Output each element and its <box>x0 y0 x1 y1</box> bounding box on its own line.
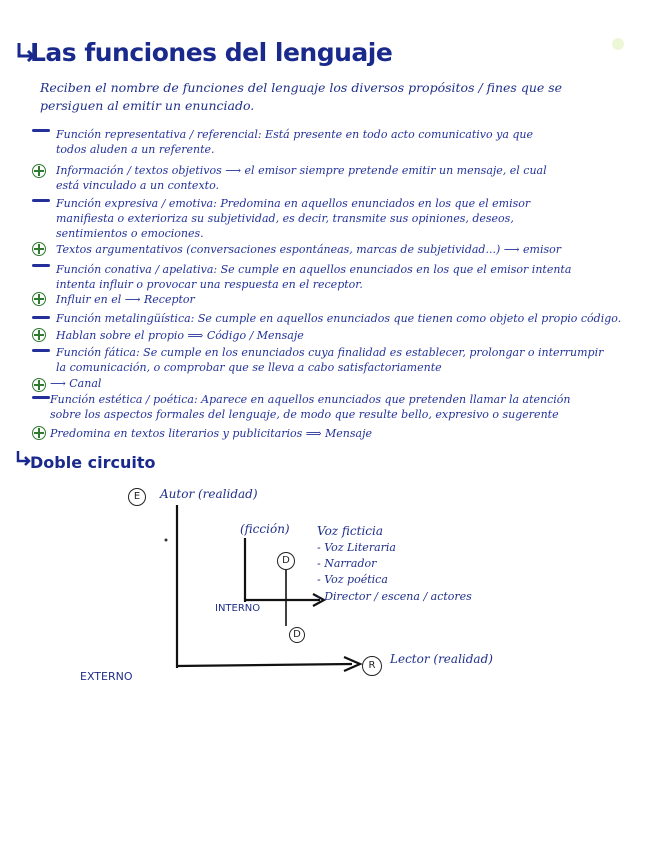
lector-label: Lector (realidad) <box>390 652 493 666</box>
voz-item: - Narrador <box>317 557 377 570</box>
e-circle-mark: E <box>128 488 146 506</box>
interno-label: INTERNO <box>215 603 261 614</box>
voz-item: - Director / escena / actores <box>317 590 472 603</box>
r-circle-mark: R <box>362 656 382 676</box>
item-hablan: Hablan sobre el propio ⟹ Código / Mensaje <box>56 329 304 342</box>
voz-item: - Voz poética <box>317 573 388 586</box>
voz-ficticia-title: Voz ficticia <box>317 524 384 538</box>
page-title: Las funciones del lenguaje <box>30 38 393 67</box>
d-circle-mark: D <box>277 552 295 570</box>
item-influir: Influir en el ⟶ Receptor <box>56 293 195 306</box>
item-function-phatic: Función fática: Se cumple en los enunciados cuya finalidad es establecer, prolongar o interrumpir la comunicación, o comprobar que se lleva a cabo satisfactoriamente <box>56 346 604 374</box>
autor-label: Autor (realidad) <box>160 487 258 501</box>
item-function-referential: Función representativa / referencial: Está presente en todo acto comunicativo ya que todos aluden a un referente. <box>56 128 534 156</box>
voz-item: - Voz Literaria <box>317 541 396 554</box>
item-predomina: Predomina en textos literarios y publicitarios ⟹ Mensaje <box>50 427 373 440</box>
item-information: Información / textos objetivos ⟶ el emisor siempre pretende emitir un mensaje, el cual está vinculado a un contexto. <box>56 164 547 192</box>
externo-label: EXTERNO <box>80 670 133 683</box>
item-function-metalinguistic: Función metalingüística: Se cumple en aquellos enunciados que tienen como objeto el propio código. <box>56 312 622 325</box>
item-function-poetic: Función estética / poética: Aparece en aquellos enunciados que pretenden llamar la atención sobre los aspectos formales del lenguaje, de modo que resulte bello, expresivo o sugerente <box>50 393 571 421</box>
item-function-expressive: Función expresiva / emotiva: Predomina en aquellos enunciados en los que el emisor manifiesta o exterioriza su subjetividad, es decir, transmite sus opiniones, deseos, sentimientos o emociones. <box>56 197 531 240</box>
intro-paragraph: Reciben el nombre de funciones del lenguaje los diversos propósitos / fines que se persiguen al emitir un enunciado. <box>40 80 563 113</box>
ficcion-label: (ficción) <box>240 522 290 536</box>
item-function-conative: Función conativa / apelativa: Se cumple en aquellos enunciados en los que el emisor intenta intenta influir o provocar una respuesta en el receptor. <box>56 263 572 291</box>
item-canal: ⟶ Canal <box>50 377 102 390</box>
item-argumentative: Textos argumentativos (conversaciones espontáneas, marcas de subjetividad...) ⟶ emisor <box>56 243 561 256</box>
section-title-doble-circuito: Doble circuito <box>30 453 156 472</box>
d-circle-mark-2: D <box>289 627 305 643</box>
